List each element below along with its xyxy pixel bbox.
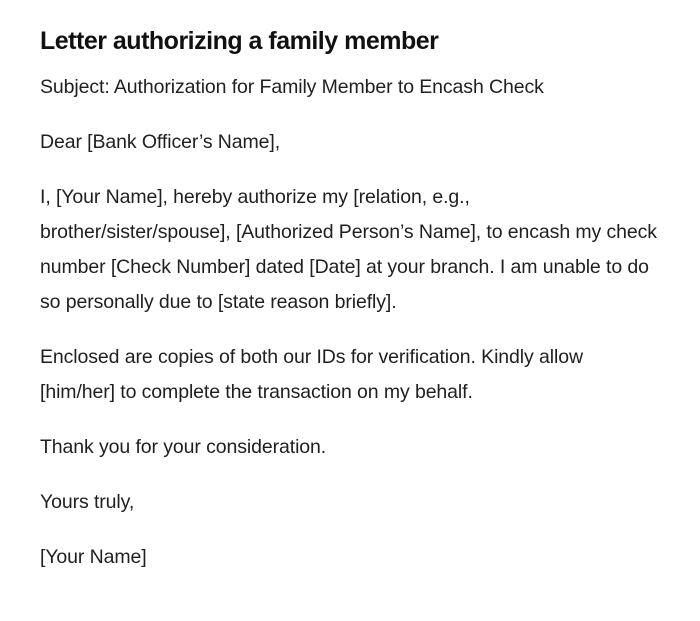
body-paragraph-authorization: I, [Your Name], hereby authorize my [relation, e.g., brother/sister/spouse], [Authorized Person’s Name], to encash my check number [Check Number] dated [Date] at your branch. I am unable to do so personally due to [state reason briefly]. xyxy=(40,186,657,313)
body-paragraph-enclosure: Enclosed are copies of both our IDs for verification. Kindly allow [him/her] to complete the transaction on my behalf. xyxy=(40,346,583,403)
subject-line: Subject: Authorization for Family Member to Encash Check xyxy=(40,76,544,98)
closing-line: Yours truly, xyxy=(40,491,135,513)
body-paragraph-thanks: Thank you for your consideration. xyxy=(40,436,327,458)
document-title: Letter authorizing a family member xyxy=(40,27,439,55)
signature-line: [Your Name] xyxy=(40,546,147,568)
salutation: Dear [Bank Officer’s Name], xyxy=(40,131,281,153)
